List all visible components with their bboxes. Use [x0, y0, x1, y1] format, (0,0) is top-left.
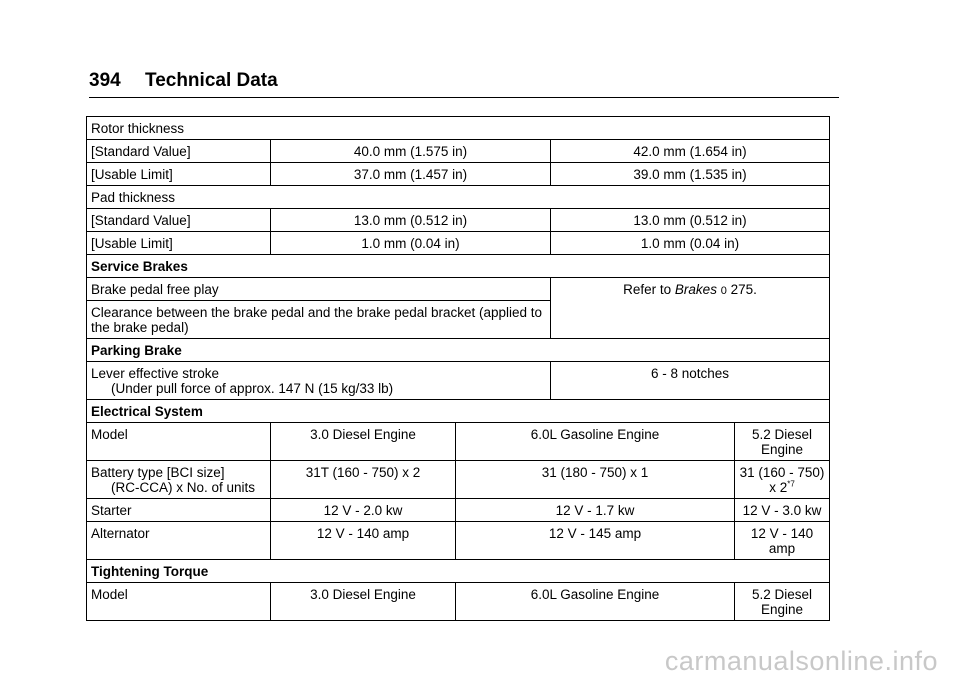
lever-stroke-cell [87, 362, 551, 400]
watermark: carmanualsonline.info [664, 646, 938, 676]
battery-type-label: Battery type [BCI size] [91, 465, 225, 480]
model-label: Model [87, 583, 271, 621]
alternator-value: 12 V - 145 amp [456, 522, 735, 560]
alternator-value: 12 V - 140 amp [271, 522, 456, 560]
brakes-reference [551, 278, 830, 339]
engine-column-header: 3.0 Diesel Engine [271, 583, 456, 621]
alternator-label: Alternator [87, 522, 271, 560]
table-row [87, 117, 830, 140]
pad-usable-value-1: 1.0 mm (0.04 in) [271, 232, 551, 255]
pad-usable-label: [Usable Limit] [87, 232, 271, 255]
pad-standard-value-1: 13.0 mm (0.512 in) [271, 209, 551, 232]
pad-standard-label: [Standard Value] [87, 209, 271, 232]
page-number: 394 [89, 70, 121, 91]
engine-column-header: 5.2 Diesel Engine [735, 583, 830, 621]
starter-value: 12 V - 3.0 kw [735, 499, 830, 522]
rotor-thickness-label: Rotor thickness [87, 117, 830, 140]
starter-value: 12 V - 1.7 kw [456, 499, 735, 522]
section-title: Technical Data [145, 70, 278, 91]
pad-thickness-label: Pad thickness [87, 186, 830, 209]
table-row [87, 461, 830, 499]
table-row [87, 423, 830, 461]
battery-value-cell [735, 461, 830, 499]
table-row [87, 339, 830, 362]
lever-stroke-condition: (Under pull force of approx. 147 N (15 kg/33 lb) [111, 381, 394, 396]
battery-type-cell [87, 461, 271, 499]
table-row [87, 163, 830, 186]
table-row [87, 499, 830, 522]
engine-column-header: 6.0L Gasoline Engine [456, 423, 735, 461]
rotor-usable-value-2: 39.0 mm (1.535 in) [551, 163, 830, 186]
page-arrow-icon: 0 [720, 285, 727, 297]
battery-footnote: *7 [787, 479, 795, 489]
rotor-usable-label: [Usable Limit] [87, 163, 271, 186]
battery-type-sub: (RC-CCA) x No. of units [111, 480, 256, 495]
technical-data-table [86, 116, 830, 621]
battery-value: 31 (160 - 750) x 2 [739, 465, 825, 495]
model-label: Model [87, 423, 271, 461]
table-row [87, 140, 830, 163]
alternator-value: 12 V - 140 amp [735, 522, 830, 560]
starter-label: Starter [87, 499, 271, 522]
table-row [87, 560, 830, 583]
table-row [87, 278, 830, 301]
lever-stroke-value: 6 - 8 notches [551, 362, 830, 400]
service-brakes-heading: Service Brakes [87, 255, 830, 278]
table-row [87, 522, 830, 560]
table-row [87, 232, 830, 255]
pedal-clearance-label: Clearance between the brake pedal and the brake pedal bracket (applied to the brake pedal) [87, 301, 551, 339]
page-header [89, 70, 839, 92]
table-row [87, 209, 830, 232]
brake-pedal-free-play-label: Brake pedal free play [87, 278, 551, 301]
rotor-standard-value-2: 42.0 mm (1.654 in) [551, 140, 830, 163]
engine-column-header: 6.0L Gasoline Engine [456, 583, 735, 621]
table-row [87, 255, 830, 278]
pad-standard-value-2: 13.0 mm (0.512 in) [551, 209, 830, 232]
reference-page: 275. [730, 282, 757, 297]
pad-usable-value-2: 1.0 mm (0.04 in) [551, 232, 830, 255]
rotor-standard-label: [Standard Value] [87, 140, 271, 163]
brakes-link[interactable]: Brakes [674, 282, 717, 297]
rotor-usable-value-1: 37.0 mm (1.457 in) [271, 163, 551, 186]
tightening-torque-heading: Tightening Torque [87, 560, 830, 583]
battery-value: 31 (180 - 750) x 1 [456, 461, 735, 499]
reference-prefix: Refer to [623, 282, 672, 297]
electrical-system-heading: Electrical System [87, 400, 830, 423]
table-row [87, 583, 830, 621]
table-row [87, 400, 830, 423]
lever-stroke-label: Lever effective stroke [91, 366, 220, 381]
battery-value: 31T (160 - 750) x 2 [271, 461, 456, 499]
header-rule [89, 97, 839, 98]
engine-column-header: 3.0 Diesel Engine [271, 423, 456, 461]
engine-column-header: 5.2 Diesel Engine [735, 423, 830, 461]
parking-brake-heading: Parking Brake [87, 339, 830, 362]
starter-value: 12 V - 2.0 kw [271, 499, 456, 522]
table-row [87, 186, 830, 209]
table-row [87, 362, 830, 400]
rotor-standard-value-1: 40.0 mm (1.575 in) [271, 140, 551, 163]
